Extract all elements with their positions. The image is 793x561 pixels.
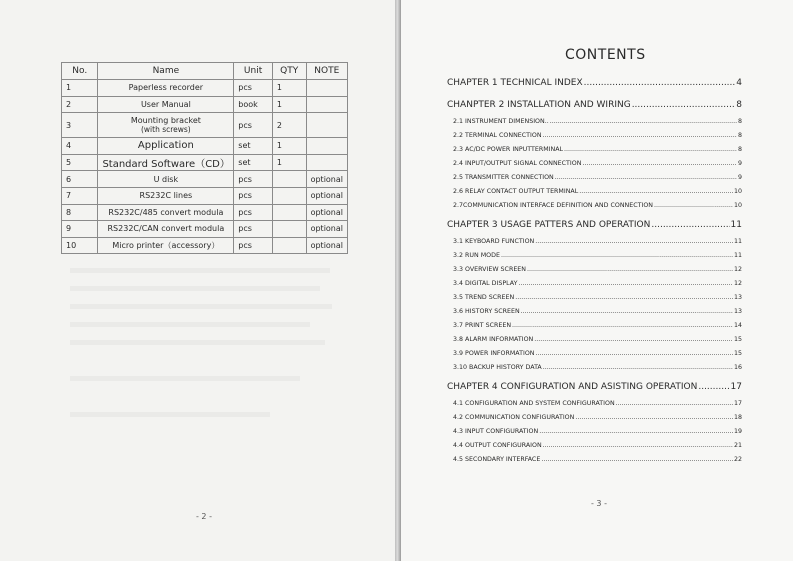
toc-entry-title: 3.5 TREND SCREEN xyxy=(453,294,515,301)
toc-page-number: 8 xyxy=(736,100,742,110)
toc-page-number: 9 xyxy=(737,174,742,181)
toc-page-number: 8 xyxy=(737,118,742,125)
cell-name: Standard Software（CD） xyxy=(98,154,234,171)
cell-unit: pcs xyxy=(234,80,273,97)
toc-section-entry xyxy=(447,294,742,308)
cell-name: RS232C/CAN convert modula xyxy=(98,221,234,238)
cell-no: 5 xyxy=(62,154,98,171)
cell-name: Micro printer（accessory） xyxy=(98,237,234,254)
toc-leader-dots xyxy=(515,294,733,301)
table-row xyxy=(62,113,348,138)
cell-name: Application xyxy=(98,138,234,155)
cell-name: RS232C/485 convert modula xyxy=(98,204,234,221)
cell-unit: book xyxy=(234,96,273,113)
bleed-through-text xyxy=(70,286,320,291)
cell-qty: 2 xyxy=(272,113,306,138)
toc-leader-dots xyxy=(543,132,737,139)
toc-leader-dots xyxy=(564,146,737,153)
cell-note: optional xyxy=(306,237,347,254)
toc-entry-title: 2.5 TRANSMITTER CONNECTION xyxy=(453,174,554,181)
cell-no: 2 xyxy=(62,96,98,113)
toc-page-number: 11 xyxy=(733,252,742,259)
toc-section-entry xyxy=(447,280,742,294)
cell-qty: 1 xyxy=(272,80,306,97)
toc-entry-title: 4.1 CONFIGURATION AND SYSTEM CONFIGURATION xyxy=(453,400,615,407)
cell-note: optional xyxy=(306,187,347,204)
toc-page-number: 18 xyxy=(733,414,742,421)
toc-section-entry xyxy=(447,364,742,378)
toc-section-entry xyxy=(447,252,742,266)
toc-entry-title: 4.5 SECONDARY INTERFACE xyxy=(453,456,541,463)
toc-entry-title: 2.4 INPUT/OUTPUT SIGNAL CONNECTION xyxy=(453,160,582,167)
toc-entry-title: 2.7COMMUNICATION INTERFACE DEFINITION AND CONNECTION xyxy=(453,202,654,209)
toc-entry-title: 4.3 INPUT CONFIGURATION xyxy=(453,428,539,435)
cell-note: optional xyxy=(306,221,347,238)
table-row xyxy=(62,187,348,204)
cell-qty xyxy=(272,204,306,221)
toc-leader-dots xyxy=(536,350,733,357)
cell-qty: 1 xyxy=(272,96,306,113)
toc-leader-dots xyxy=(501,252,733,259)
toc-section-entry xyxy=(447,202,742,216)
cell-note: optional xyxy=(306,204,347,221)
table-row xyxy=(62,138,348,155)
toc-leader-dots xyxy=(579,188,733,195)
toc-page-number: 10 xyxy=(733,188,742,195)
toc-page-number: 14 xyxy=(733,322,742,329)
cell-unit: pcs xyxy=(234,204,273,221)
toc-entry-title: 3.7 PRINT SCREEN xyxy=(453,322,512,329)
toc-chapter-entry xyxy=(447,78,742,96)
cell-unit: set xyxy=(234,154,273,171)
toc-entry-title: 3.9 POWER INFORMATION xyxy=(453,350,535,357)
cell-qty xyxy=(272,171,306,188)
toc-page-number: 11 xyxy=(730,220,742,230)
table-row xyxy=(62,80,348,97)
cell-note: optional xyxy=(306,171,347,188)
column-header-unit: Unit xyxy=(234,63,273,80)
toc-section-entry xyxy=(447,308,742,322)
cell-note xyxy=(306,80,347,97)
cell-note xyxy=(306,138,347,155)
toc-section-entry xyxy=(447,118,742,132)
toc-entry-title: CHAPTER 3 USAGE PATTERS AND OPERATION xyxy=(447,220,651,230)
cell-no: 4 xyxy=(62,138,98,155)
cell-name: U disk xyxy=(98,171,234,188)
toc-section-entry xyxy=(447,456,742,470)
cell-unit: pcs xyxy=(234,113,273,138)
bleed-through-text xyxy=(70,322,310,327)
bleed-through-text xyxy=(70,268,330,273)
toc-entry-title: 3.4 DIGITAL DISPLAY xyxy=(453,280,518,287)
toc-leader-dots xyxy=(550,118,737,125)
toc-leader-dots xyxy=(543,364,733,371)
toc-section-entry xyxy=(447,400,742,414)
cell-unit: pcs xyxy=(234,221,273,238)
toc-page-number: 10 xyxy=(733,202,742,209)
toc-section-entry xyxy=(447,336,742,350)
toc-entry-title: CHAPTER 4 CONFIGURATION AND ASISTING OPERATION xyxy=(447,382,698,392)
cell-name: RS232C lines xyxy=(98,187,234,204)
table-of-contents xyxy=(447,78,742,470)
cell-no: 7 xyxy=(62,187,98,204)
toc-leader-dots xyxy=(698,382,729,392)
toc-section-entry xyxy=(447,442,742,456)
toc-entry-title: 4.2 COMMUNICATION CONFIGURATION xyxy=(453,414,575,421)
cell-note xyxy=(306,96,347,113)
toc-page-number: 15 xyxy=(733,336,742,343)
toc-section-entry xyxy=(447,428,742,442)
toc-page-number: 19 xyxy=(733,428,742,435)
table-row xyxy=(62,221,348,238)
cell-no: 1 xyxy=(62,80,98,97)
toc-entry-title: 3.10 BACKUP HISTORY DATA xyxy=(453,364,542,371)
toc-leader-dots xyxy=(518,280,733,287)
toc-leader-dots xyxy=(512,322,733,329)
toc-entry-title: 2.3 AC/DC POWER INPUTTERMINAL xyxy=(453,146,564,153)
bleed-through-text xyxy=(70,304,332,309)
toc-section-entry xyxy=(447,132,742,146)
table-row xyxy=(62,171,348,188)
left-page-number: - 2 - xyxy=(196,512,212,521)
toc-chapter-entry xyxy=(447,220,742,238)
toc-leader-dots xyxy=(543,442,733,449)
toc-page-number: 8 xyxy=(737,146,742,153)
toc-section-entry xyxy=(447,188,742,202)
cell-name xyxy=(98,113,234,138)
toc-page-number: 22 xyxy=(733,456,742,463)
toc-page-number: 4 xyxy=(736,78,742,88)
bleed-through-text xyxy=(70,376,300,381)
toc-leader-dots xyxy=(534,336,733,343)
packing-list-table xyxy=(61,62,348,254)
toc-entry-title: 3.8 ALARM INFORMATION xyxy=(453,336,534,343)
cell-name-line2: (with screws) xyxy=(140,125,191,135)
toc-entry-title: CHANPTER 2 INSTALLATION AND WIRING xyxy=(447,100,631,110)
bleed-through-text xyxy=(70,340,325,345)
cell-no: 9 xyxy=(62,221,98,238)
toc-page-number: 9 xyxy=(737,160,742,167)
toc-page-number: 21 xyxy=(733,442,742,449)
column-header-name: Name xyxy=(98,63,234,80)
contents-title: CONTENTS xyxy=(565,47,646,63)
toc-entry-title: 2.1 INSTRUMENT DIMENSION.. xyxy=(453,118,549,125)
toc-leader-dots xyxy=(651,220,729,230)
table-header-row xyxy=(62,63,348,80)
toc-section-entry xyxy=(447,414,742,428)
toc-section-entry xyxy=(447,266,742,280)
cell-qty: 1 xyxy=(272,138,306,155)
toc-entry-title: 2.2 TERMINAL CONNECTION xyxy=(453,132,542,139)
toc-page-number: 8 xyxy=(737,132,742,139)
toc-page-number: 13 xyxy=(733,294,742,301)
table-row xyxy=(62,204,348,221)
toc-leader-dots xyxy=(527,266,733,273)
toc-section-entry xyxy=(447,322,742,336)
toc-section-entry xyxy=(447,238,742,252)
toc-entry-title: 2.6 RELAY CONTACT OUTPUT TERMINAL xyxy=(453,188,579,195)
toc-leader-dots xyxy=(535,238,733,245)
toc-entry-title: 3.6 HISTORY SCREEN xyxy=(453,308,520,315)
toc-chapter-entry xyxy=(447,100,742,118)
cell-unit: pcs xyxy=(234,237,273,254)
cell-qty xyxy=(272,237,306,254)
toc-entry-title: CHAPTER 1 TECHNICAL INDEX xyxy=(447,78,583,88)
toc-page-number: 16 xyxy=(733,364,742,371)
cell-no: 3 xyxy=(62,113,98,138)
toc-leader-dots xyxy=(539,428,733,435)
column-header-no: No. xyxy=(62,63,98,80)
cell-qty: 1 xyxy=(272,154,306,171)
toc-leader-dots xyxy=(521,308,733,315)
toc-section-entry xyxy=(447,350,742,364)
cell-no: 6 xyxy=(62,171,98,188)
cell-unit: pcs xyxy=(234,171,273,188)
toc-entry-title: 3.1 KEYBOARD FUNCTION xyxy=(453,238,535,245)
cell-name-line1: Mounting bracket xyxy=(130,116,201,126)
cell-no: 10 xyxy=(62,237,98,254)
cell-qty xyxy=(272,187,306,204)
toc-leader-dots xyxy=(616,400,733,407)
toc-section-entry xyxy=(447,160,742,174)
toc-leader-dots xyxy=(582,160,737,167)
toc-page-number: 11 xyxy=(733,238,742,245)
table-row xyxy=(62,154,348,171)
cell-no: 8 xyxy=(62,204,98,221)
toc-page-number: 12 xyxy=(733,266,742,273)
toc-leader-dots xyxy=(584,78,736,88)
cell-qty xyxy=(272,221,306,238)
right-page-number: - 3 - xyxy=(591,499,607,508)
toc-entry-title: 4.4 OUTPUT CONFIGURAION xyxy=(453,442,542,449)
toc-page-number: 17 xyxy=(733,400,742,407)
toc-page-number: 13 xyxy=(733,308,742,315)
toc-entry-title: 3.2 RUN MODE xyxy=(453,252,500,259)
cell-name: Paperless recorder xyxy=(98,80,234,97)
bleed-through-text xyxy=(70,412,270,417)
toc-section-entry xyxy=(447,146,742,160)
toc-section-entry xyxy=(447,174,742,188)
toc-leader-dots xyxy=(654,202,733,209)
toc-page-number: 15 xyxy=(733,350,742,357)
toc-entry-title: 3.3 OVERVIEW SCREEN xyxy=(453,266,526,273)
toc-leader-dots xyxy=(555,174,737,181)
toc-chapter-entry xyxy=(447,382,742,400)
toc-page-number: 17 xyxy=(730,382,742,392)
column-header-note: NOTE xyxy=(306,63,347,80)
toc-leader-dots xyxy=(632,100,736,110)
toc-leader-dots xyxy=(541,456,733,463)
cell-unit: set xyxy=(234,138,273,155)
cell-name: User Manual xyxy=(98,96,234,113)
column-header-qty: QTY xyxy=(272,63,306,80)
toc-page-number: 12 xyxy=(733,280,742,287)
cell-note xyxy=(306,113,347,138)
cell-note xyxy=(306,154,347,171)
cell-unit: pcs xyxy=(234,187,273,204)
table-row xyxy=(62,237,348,254)
toc-leader-dots xyxy=(575,414,733,421)
table-row xyxy=(62,96,348,113)
